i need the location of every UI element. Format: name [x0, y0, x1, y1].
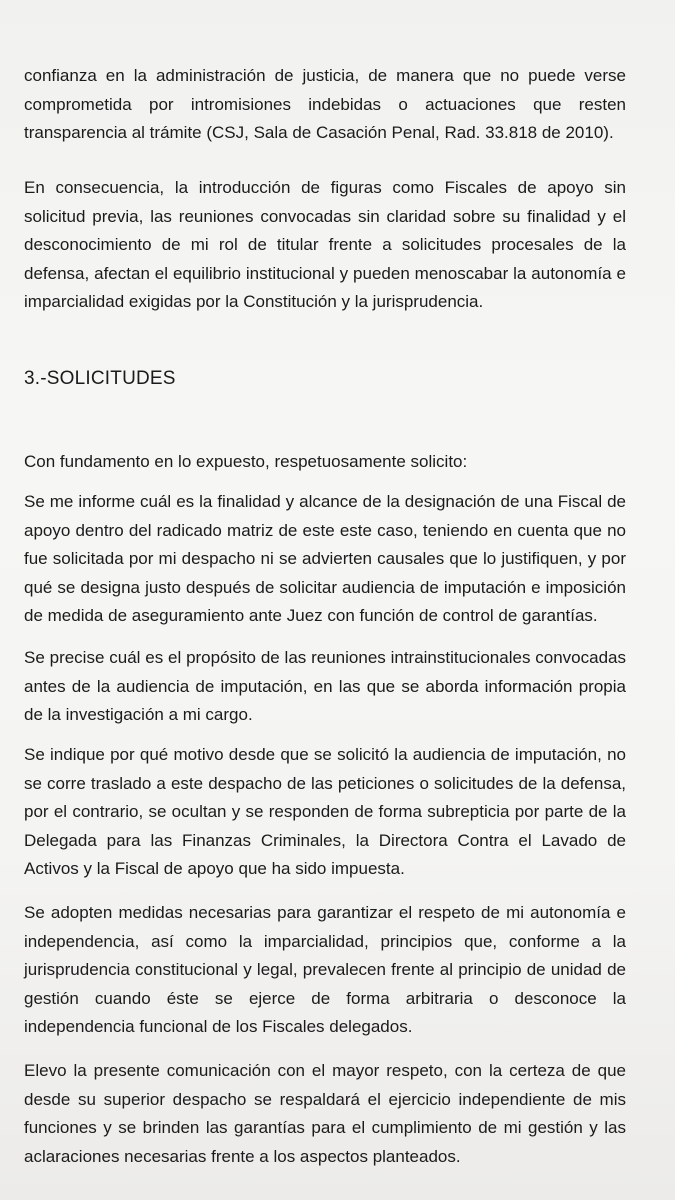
paragraph-justice-confidence: confianza en la administración de justicia, de manera que no puede verse comprometida por intromisiones indebidas o actuaciones que resten transparencia al trámite (CSJ, Sala de Casación Penal, Rad. 33.818 de 2010). — [24, 66, 626, 142]
requests-intro: Con fundamento en lo expuesto, respetuosamente solicito: — [24, 452, 468, 471]
request-item: Se adopten medidas necesarias para garantizar el respeto de mi autonomía e independencia, así como la imparcialidad, principios que, conforme a la jurisprudencia constitucional y legal, prevalecen frente al principio de unidad de gestión cuando éste se ejerce de forma arbitraria o desconoce la independencia funcional de los Fiscales delegados. — [24, 903, 626, 1036]
request-item: Se me informe cuál es la finalidad y alcance de la designación de una Fiscal de apoyo dentro del radicado matriz de este este caso, teniendo en cuenta que no fue solicitada por mi despacho ni se advierten causales que lo justifiquen, y por qué se designa justo después de solicitar audiencia de imputación e imposición de medida de aseguramiento ante Juez con función de control de garantías. — [24, 492, 626, 625]
section-heading: 3.-SOLICITUDES — [24, 368, 176, 389]
request-item: Se precise cuál es el propósito de las reuniones intrainstitucionales convocadas antes de la audiencia de imputación, en las que se aborda información propia de la investigación a mi cargo. — [24, 648, 626, 724]
closing-paragraph: Elevo la presente comunicación con el mayor respeto, con la certeza de que desde su superior despacho se respaldará el ejercicio independiente de mis funciones y se brinden las garantías para el cumplimiento de mi gestión y las aclaraciones necesarias frente a los aspectos planteados. — [24, 1061, 626, 1166]
request-item: Se indique por qué motivo desde que se solicitó la audiencia de imputación, no se corre traslado a este despacho de las peticiones o solicitudes de la defensa, por el contrario, se ocultan y se responden de forma subrepticia por parte de la Delegada para las Finanzas Criminales, la Directora Contra el Lavado de Activos y la Fiscal de apoyo que ha sido impuesta. — [24, 745, 626, 878]
paragraph-consequence: En consecuencia, la introducción de figuras como Fiscales de apoyo sin solicitud previa, las reuniones convocadas sin claridad sobre su finalidad y el desconocimiento de mi rol de titular frente a solicitudes procesales de la defensa, afectan el equilibrio institucional y pueden menoscabar la autonomía e imparcialidad exigidas por la Constitución y la jurisprudencia. — [24, 178, 626, 311]
